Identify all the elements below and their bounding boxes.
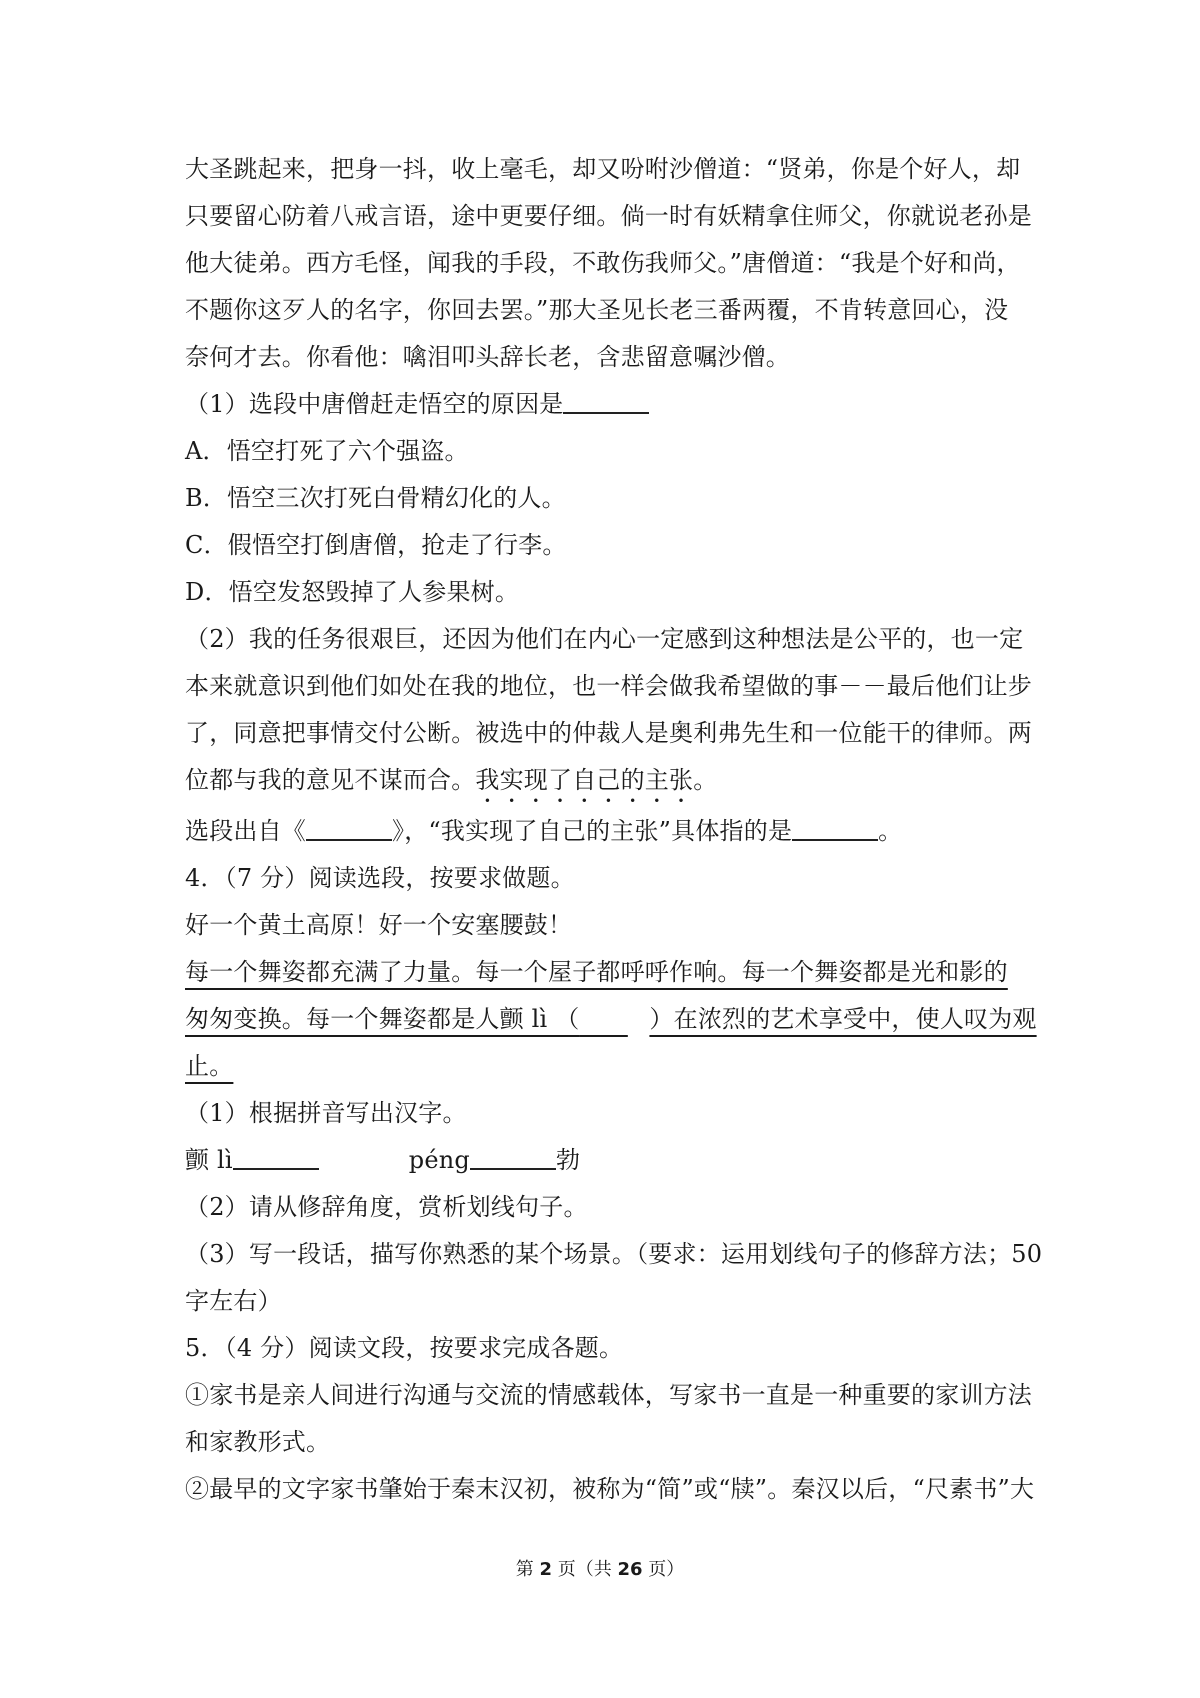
underlined-sentence [185, 1043, 1025, 1090]
underlined-text: 每一个舞姿都充满了力量。每一个屋子都呼呼作响。每一个舞姿都是光和影的 [185, 958, 1008, 986]
footer-prefix: 第 [515, 1559, 540, 1580]
source-blank[interactable] [306, 809, 392, 841]
footer-middle: 页（共 [552, 1559, 618, 1580]
pinyin-row [185, 1137, 1025, 1184]
passage-line: 大圣跳起来，把身一抖，收上毫毛，却又吩咐沙僧道：“贤弟，你是个好人，却 [185, 155, 1021, 183]
pinyin-2: péng [408, 1146, 470, 1174]
meaning-blank[interactable] [792, 809, 878, 841]
question-2-ask [185, 808, 1025, 855]
passage-line: 只要留心防着八戒言语，途中更要仔细。倘一时有妖精拿住师父，你就说老孙是 [185, 202, 1032, 230]
question-5-header: 5．（4 分）阅读文段，按要求完成各题。 [185, 1334, 624, 1362]
pinyin-2-blank[interactable] [470, 1138, 556, 1170]
question-4-sub3-cont: 字左右） [185, 1287, 282, 1315]
question-4-sub1: （1）根据拼音写出汉字。 [185, 1099, 467, 1127]
question-1-text: （1）选段中唐僧赶走悟空的原因是 [185, 390, 564, 418]
underlined-text: 匆匆变换。每一个舞姿都是人颤 lì （ [185, 1005, 580, 1033]
bracket-blank[interactable] [579, 996, 649, 1043]
question-5-line: ①家书是亲人间进行沟通与交流的情感载体，写家书一直是一种重要的家训方法 [185, 1381, 1032, 1409]
question-4-sub3: （3）写一段话，描写你熟悉的某个场景。（要求：运用划线句子的修辞方法；50 [185, 1240, 1043, 1268]
underlined-text: 止。 [185, 1052, 234, 1080]
question-5-line: ②最早的文字家书肇始于秦末汉初，被称为“简”或“牍”。秦汉以后，“尺素书”大 [185, 1475, 1035, 1503]
underlined-sentence [185, 949, 1025, 996]
question-4-sub2: （2）请从修辞角度，赏析划线句子。 [185, 1193, 588, 1221]
ask-part-b: 》，“我实现了自己的主张”具体指的是 [392, 817, 793, 845]
passage-line: 奈何才去。你看他：噙泪叩头辞长老，含悲留意嘱沙僧。 [185, 343, 790, 371]
question-4-intro: 好一个黄土高原！好一个安塞腰鼓！ [185, 911, 573, 939]
underlined-text: ）在浓烈的艺术享受中，使人叹为观 [649, 1005, 1037, 1033]
pinyin-1: 颤 lì [185, 1146, 233, 1174]
emphasized-phrase: 我实现了自己的主张 [475, 766, 694, 794]
option-a: A．悟空打死了六个强盗。 [185, 437, 469, 465]
passage-line: 不题你这歹人的名字，你回去罢。”那大圣见长老三番两覆，不肯转意回心，没 [185, 296, 1009, 324]
question-2-prefix: 位都与我的意见不谋而合。 [185, 766, 476, 794]
page-content [185, 146, 1043, 1513]
question-2-line: （2）我的任务很艰巨，还因为他们在内心一定感到这种想法是公平的，也一定 [185, 625, 1024, 653]
current-page: 2 [539, 1559, 552, 1580]
option-b: B．悟空三次打死白骨精幻化的人。 [185, 484, 566, 512]
question-1-stem [185, 381, 1025, 428]
pinyin-2-suffix: 勃 [555, 1146, 581, 1174]
passage-line: 他大徒弟。西方毛怪，闻我的手段，不敢伤我师父。”唐僧道：“我是个好和尚， [185, 249, 1021, 277]
question-2-line: 本来就意识到他们如处在我的地位，也一样会做我希望做的事－－最后他们让步 [185, 672, 1032, 700]
ask-part-c: 。 [878, 817, 903, 845]
question-2-line [185, 757, 1025, 804]
option-c: C．假悟空打倒唐僧，抢走了行李。 [185, 531, 567, 559]
question-2-line: 了，同意把事情交付公断。被选中的仲裁人是奥利弗先生和一位能干的律师。两 [185, 719, 1032, 747]
page-footer [0, 1558, 1200, 1582]
answer-blank[interactable] [563, 382, 649, 414]
pinyin-1-blank[interactable] [233, 1138, 319, 1170]
footer-suffix: 页） [642, 1559, 685, 1580]
question-2-suffix: 。 [693, 766, 718, 794]
question-5-line: 和家教形式。 [185, 1428, 331, 1456]
question-4-header: 4．（7 分）阅读选段，按要求做题。 [185, 864, 575, 892]
option-d: D．悟空发怒毁掉了人参果树。 [185, 578, 520, 606]
ask-part-a: 选段出自《 [185, 817, 306, 845]
total-pages: 26 [617, 1559, 643, 1580]
underlined-sentence [185, 996, 1037, 1043]
